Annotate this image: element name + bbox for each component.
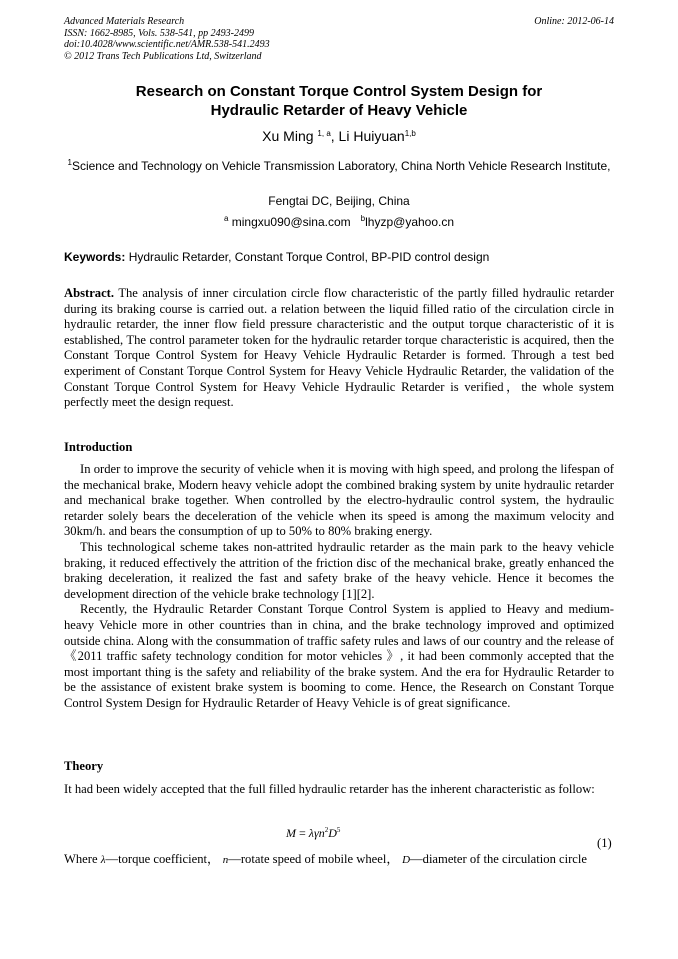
affiliation-marker: 1 [67,158,72,167]
author-emails [64,215,614,229]
equation-number: (1) [597,836,612,850]
copyright-line: © 2012 Trans Tech Publications Ltd, Switzerland [64,50,262,62]
introduction-heading: Introduction [64,440,133,454]
symbol-n: n [222,854,229,866]
symbol-lambda: λ [100,854,106,866]
definition-n: —rotate speed of mobile wheel， [228,852,399,866]
eq-lambda-gamma-n: λγn [308,826,325,840]
intro-paragraph-1: In order to improve the security of vehicle when it is moving with high speed, and prolong the lifespan of the mechanical brake, Modern heavy vehicle adopt the combined braking system by unite hydraulic retarder and mechanical brake together. When controlled by the electro-hydraulic control system, the hydraulic retarder solely bears the deceleration of the vehicle when its speed is among the maximum velocity and 30km/h. and bears the consumption of up to 50% to 80% braking energy. [64,462,614,539]
journal-header [64,16,614,62]
keywords [64,250,614,264]
affiliation-location: Fengtai DC, Beijing, China [268,194,410,208]
author-separator: , [330,128,339,144]
theory-heading: Theory [64,759,104,773]
definition-lambda: —torque coefficient， [105,852,220,866]
email-b[interactable]: lhyzp@yahoo.cn [365,215,455,229]
author-1: Xu Ming [262,128,314,144]
eq-equals: = [296,826,309,840]
email-a-marker: a [223,214,229,223]
eq-exponent-5: 5 [336,826,341,834]
abstract-label: Abstract. [64,286,115,300]
intro-paragraph-2: This technological scheme takes non-attrited hydraulic retarder as the main park to the heavy vehicle braking, it reduced effectively the attrition of the friction disc of the mechanical brake, greatly enhanced the braking deceleration, it realized the fast and safety brake of the heavy vehicle. Hence it becomes the development direction of the vehicle brake technology [1][2]. [64,539,614,601]
email-b-marker: b [360,214,366,223]
abstract-text: The analysis of inner circulation circle flow characteristic of the partly filled hydraulic retarder during its braking course is carried out. a relation between the liquid filled ratio of the circulation circle in hydraulic retarder, the inner flow field pressure characteristic and the output torque characteristic of it is established, The control parameter token for the hydraulic retarder torque characteristic is acquired, then the Constant Torque Control System for Heavy Vehicle Hydraulic Retarder is formed. Through a test bed experiment of Constant Torque Control System for Heavy Vehicle Hydraulic Retarder, the validation of the Constant Torque Control System for Heavy Vehicle Hydraulic Retarder is verified，the whole system perfectly meet the design request. [64,286,615,410]
doi-line: doi:10.4028/www.scientific.net/AMR.538-541.2493 [64,39,270,50]
eq-exponent-2: 2 [324,826,329,834]
paper-title [64,82,614,120]
affiliation-text: Science and Technology on Vehicle Transmission Laboratory, China North Vehicle Research Institute, [71,159,611,173]
author-1-affiliation: 1, a [317,129,331,138]
symbol-d: D [402,854,411,866]
theory-text: It had been widely accepted that the full filled hydraulic retarder has the inherent characteristic as follow: [64,782,595,796]
eq-symbol-m: M [286,826,296,840]
abstract [64,286,614,411]
email-a[interactable]: mingxu090@sina.com [231,215,351,229]
definition-d: —diameter of the circulation circle [410,852,587,866]
where-label: Where [64,852,101,866]
symbol-definitions [64,852,614,869]
author-2-affiliation: 1,b [404,129,416,138]
eq-symbol-d: D [328,826,337,840]
online-date: Online: 2012-06-14 [534,16,614,27]
title-line-1: Research on Constant Torque Control System Design for [135,83,543,100]
title-line-2: Hydraulic Retarder of Heavy Vehicle [210,102,468,119]
keywords-label: Keywords: [64,250,126,264]
author-2: Li Huiyuan [338,128,405,144]
issn-line: ISSN: 1662-8985, Vols. 538-541, pp 2493-2499 [64,27,254,39]
affiliation [64,158,614,174]
author-list [64,127,614,145]
journal-name: Advanced Materials Research [64,16,185,27]
intro-paragraph-3: Recently, the Hydraulic Retarder Constant Torque Control System is applied to Heavy and medium-heavy Vehicle more in other countries than in china, and the brake technology improved and optimized outside china. Along with the consummation of traffic safety rules and laws of our country and the release of 《2011 traffic safety technology condition for motor vehicles 》, it had been commonly accepted that the most important thing is the safety and reliability of the brake system. And the era for Hydraulic Retarder to be the assistance of existent brake system is booming to come. Hence, the Research on Constant Torque Control System Design for Hydraulic Retarder of Heavy Vehicle is of great significance. [64,602,614,710]
introduction-body [64,462,614,712]
keywords-text: Hydraulic Retarder, Constant Torque Control, BP-PID control design [128,250,490,264]
equation-formula [286,826,340,841]
